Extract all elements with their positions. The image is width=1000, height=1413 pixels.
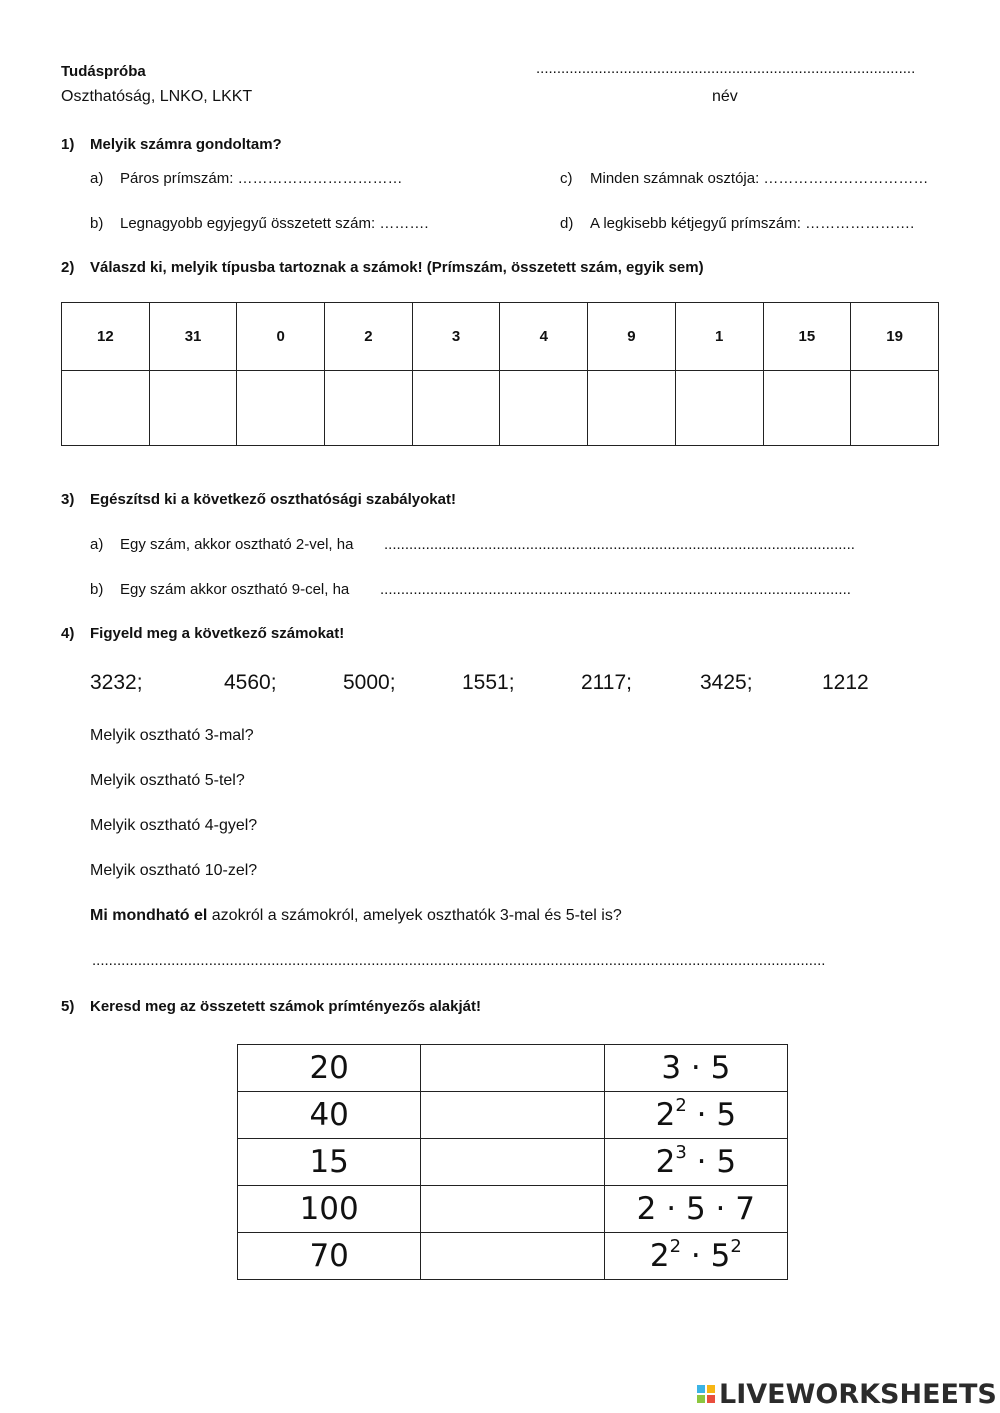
q5-title: Keresd meg az összetett számok prímtényezős alakját! [90, 998, 481, 1015]
prime-factorization[interactable]: $2^2 \cdot 5^2$ [604, 1233, 787, 1280]
composite-number: 20 [238, 1045, 421, 1092]
logo-square [697, 1395, 705, 1403]
number-cell: 31 [149, 303, 237, 371]
q3-a-letter: a) [90, 536, 104, 553]
q4-final-question [90, 907, 622, 925]
q4-question-4: Melyik osztható 4-gyel? [90, 817, 258, 834]
q4-number-item: 4560; [224, 671, 277, 694]
number-cell: 3 [412, 303, 500, 371]
q3-number: 3) [61, 491, 75, 508]
number-cell: 19 [851, 303, 939, 371]
q1-d-text[interactable]: A legkisebb kétjegyű prímszám: …………………. [590, 215, 915, 232]
q1-b-text[interactable]: Legnagyobb egyjegyű összetett szám: ………. [120, 215, 429, 232]
answer-cell[interactable] [675, 371, 763, 446]
q1-number: 1) [61, 136, 75, 153]
name-label: név [712, 88, 738, 105]
number-cell: 1 [675, 303, 763, 371]
number-cell: 2 [325, 303, 413, 371]
match-slot[interactable] [421, 1186, 604, 1233]
logo-square [707, 1385, 715, 1393]
q5-number: 5) [61, 998, 75, 1015]
number-type-table [61, 302, 939, 446]
match-slot[interactable] [421, 1233, 604, 1280]
q3-b-text: Egy szám akkor osztható 9-cel, ha [120, 581, 354, 598]
q1-c-letter: c) [560, 170, 573, 187]
q3-b-letter: b) [90, 581, 104, 598]
q1-d-letter: d) [560, 215, 574, 232]
table-row [238, 1233, 788, 1280]
q1-title: Melyik számra gondoltam? [90, 136, 282, 153]
q1-a-letter: a) [90, 170, 104, 187]
prime-factorization[interactable]: $2^3 \cdot 5$ [604, 1139, 787, 1186]
logo-text: LIVEWORKSHEETS [719, 1378, 997, 1410]
factorization-table [237, 1044, 788, 1280]
number-cell: 4 [500, 303, 588, 371]
q4-number-list [0, 671, 1000, 701]
answer-cell[interactable] [325, 371, 413, 446]
answer-cell[interactable] [412, 371, 500, 446]
q4-number-item: 3425; [700, 671, 753, 694]
number-cell: 12 [62, 303, 150, 371]
number-cell: 15 [763, 303, 851, 371]
q4-number: 4) [61, 625, 75, 642]
logo-square [707, 1395, 715, 1403]
composite-number: 100 [238, 1186, 421, 1233]
table-row [238, 1139, 788, 1186]
q3-a-text: Egy szám, akkor osztható 2-vel, ha [120, 536, 358, 553]
q2-title: Válaszd ki, melyik típusba tartoznak a számok! (Prímszám, összetett szám, egyik sem) [90, 259, 704, 276]
match-slot[interactable] [421, 1092, 604, 1139]
answer-row [62, 371, 939, 446]
number-row [62, 303, 939, 371]
q4-number-item: 5000; [343, 671, 396, 694]
q4-final-bold: Mi mondható el [90, 907, 208, 924]
logo-mark-icon [697, 1385, 715, 1403]
answer-cell[interactable] [149, 371, 237, 446]
answer-cell[interactable] [588, 371, 676, 446]
table-row [238, 1045, 788, 1092]
q4-number-item: 3232; [90, 671, 143, 694]
answer-cell[interactable] [500, 371, 588, 446]
q1-a-text[interactable]: Páros prímszám: …………………………… [120, 170, 403, 187]
q4-final-rest: azokról a számokról, amelyek oszthatók 3-mal és 5-tel is? [207, 907, 622, 924]
answer-cell[interactable] [62, 371, 150, 446]
worksheet-subtitle: Oszthatóság, LNKO, LKKT [61, 88, 253, 105]
composite-number: 15 [238, 1139, 421, 1186]
q4-question-10: Melyik osztható 10-zel? [90, 862, 258, 879]
prime-factorization[interactable]: $2^2 \cdot 5$ [604, 1092, 787, 1139]
q1-c-text[interactable]: Minden számnak osztója: …………………………… [590, 170, 929, 187]
answer-cell[interactable] [237, 371, 325, 446]
answer-cell[interactable] [851, 371, 939, 446]
q2-number: 2) [61, 259, 75, 276]
composite-number: 40 [238, 1092, 421, 1139]
worksheet-title: Tudáspróba [61, 63, 146, 80]
q4-answer-line[interactable]: ................................................................................................................................................................................ [92, 952, 826, 969]
composite-number: 70 [238, 1233, 421, 1280]
prime-factorization[interactable]: 2 · 5 · 7 [604, 1186, 787, 1233]
match-slot[interactable] [421, 1139, 604, 1186]
match-slot[interactable] [421, 1045, 604, 1092]
q3-b-answer-line[interactable]: ................................................................................................................. [380, 581, 851, 598]
number-cell: 0 [237, 303, 325, 371]
q4-number-item: 1551; [462, 671, 515, 694]
table-row [238, 1186, 788, 1233]
answer-cell[interactable] [763, 371, 851, 446]
q3-title: Egészítsd ki a következő oszthatósági szabályokat! [90, 491, 456, 508]
q4-question-5: Melyik osztható 5-tel? [90, 772, 245, 789]
q3-a-answer-line[interactable]: ................................................................................................................. [384, 536, 855, 553]
number-cell: 9 [588, 303, 676, 371]
logo-square [697, 1385, 705, 1393]
name-field-line[interactable]: ........................................................................................... [536, 60, 916, 77]
q4-number-item: 2117; [581, 671, 632, 694]
q4-title: Figyeld meg a következő számokat! [90, 625, 345, 642]
table-row [238, 1092, 788, 1139]
q4-number-item: 1212 [822, 671, 869, 694]
q4-question-3: Melyik osztható 3-mal? [90, 727, 254, 744]
liveworksheets-logo[interactable] [697, 1379, 997, 1409]
prime-factorization[interactable]: 3 · 5 [604, 1045, 787, 1092]
q1-b-letter: b) [90, 215, 104, 232]
